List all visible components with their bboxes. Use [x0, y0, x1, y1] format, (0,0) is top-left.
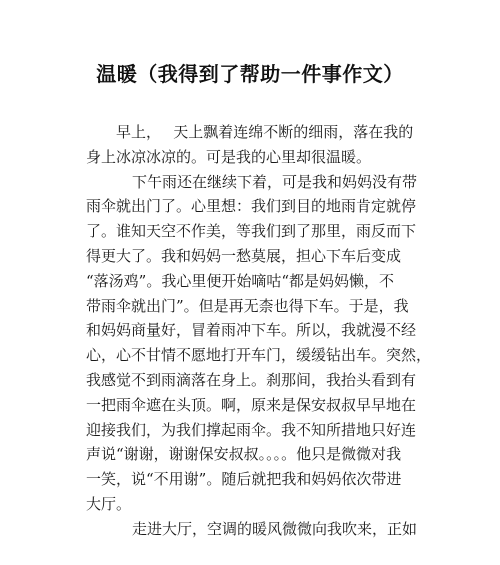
text-line: 一笑，说“不用谢”。随后就把我和妈妈依次带进	[86, 470, 402, 489]
text-line: 早上， 天上飘着连绵不断的细雨，落在我的	[116, 123, 414, 141]
text-line: 了。谁知天空不作美，等我们到了那里，雨反而下	[86, 222, 417, 241]
text-line: 迎接我们，为我们撑起雨伞。我不知所措地只好连	[86, 420, 417, 439]
text-line: 声说“谢谢，谢谢保安叔叔。。。。他只是微微对我	[86, 445, 402, 464]
text-line: 我感觉不到雨滴落在身上。刹那间，我抬头看到有	[86, 370, 417, 389]
document-body	[86, 120, 432, 542]
text-line: 和妈妈商量好，冒着雨冲下车。所以，我就漫不经	[86, 321, 417, 340]
text-line: 身上冰凉冰凉的。可是我的心里却很温暖。	[86, 147, 372, 166]
text-line: 带雨伞就出门”。但是再无柰也得下车。于是，我	[86, 296, 409, 315]
text-line: 得更大了。我和妈妈一愁莫展，担心下车后变成	[86, 246, 402, 265]
text-line: 走进大厅，空调的暖风微微向我吹来，正如	[132, 519, 418, 538]
text-line: 一把雨伞遮在头顶。啊，原来是保安叔叔早早地在	[86, 395, 417, 414]
text-line: 下午雨还在继续下着，可是我和妈妈没有带	[132, 172, 418, 191]
text-line: “落汤鸡”。我心里便开始嘀咕“都是妈妈懒，不	[86, 271, 395, 290]
document-title: 温暖（我得到了帮助一件事作文）	[96, 62, 404, 86]
text-line: 雨伞就出门了。心里想：我们到目的地雨肯定就停	[86, 197, 417, 216]
text-line: 心，心不甘情不愿地打开车门，缓缓钻出车。突然，	[86, 346, 432, 365]
text-line: 大厅。	[86, 494, 132, 513]
